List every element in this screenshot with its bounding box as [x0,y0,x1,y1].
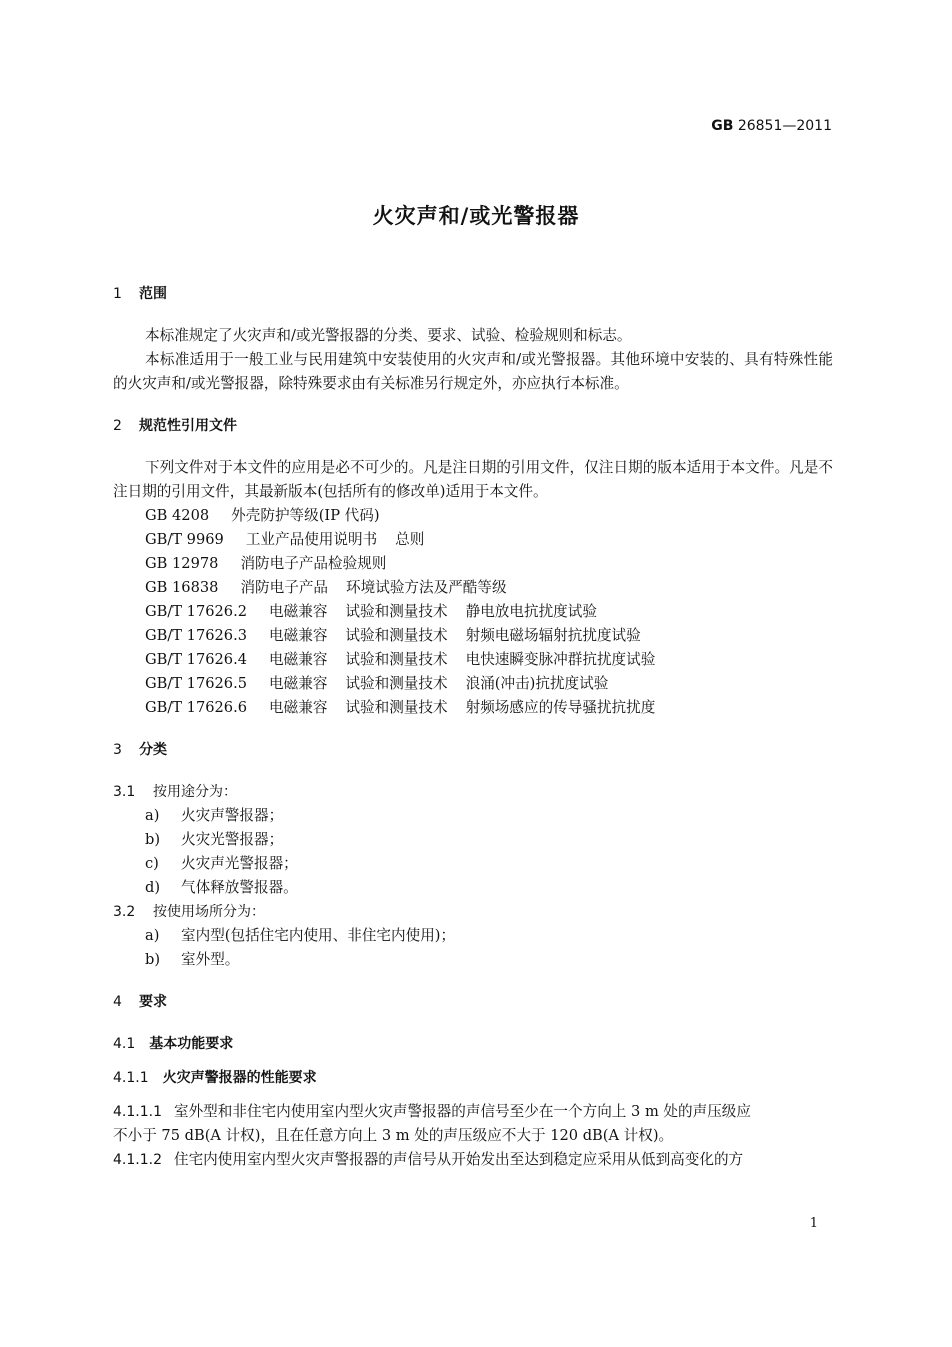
section-number: 2 [113,418,122,434]
list-item-text: 室内型(包括住宅内使用、非住宅内使用)； [181,927,456,944]
reference-code: GB 4208 [145,507,210,524]
section-title: 规范性引用文件 [139,418,237,434]
clause-text: 按使用场所分为： [153,904,265,920]
list-item-text: 火灾光警报器； [181,831,284,848]
section-title: 要求 [139,994,167,1010]
reference-item [113,528,833,552]
standard-code [711,118,832,134]
clause-text: 住宅内使用室内型火灾声警报器的声信号从开始发出至达到稳定应采用从低到高变化的方 [173,1151,744,1168]
reference-item [113,576,833,600]
reference-code: GB/T 17626.6 [145,699,248,716]
reference-title-part: 总则 [395,531,425,548]
reference-title-part: 试验和测量技术 [345,603,448,620]
section-3-heading [113,738,833,762]
section-1-paragraph-2: 本标准适用于一般工业与民用建筑中安装使用的火灾声和/或光警报器。其他环境中安装的、具有特殊性能的火灾声和/或光警报器，除特殊要求由有关标准另行规定外，亦应执行本标准。 [113,351,833,392]
reference-title-part: 试验和测量技术 [345,699,448,716]
reference-code: GB/T 17626.3 [145,627,248,644]
document-body [113,282,833,1172]
reference-item [113,696,833,720]
reference-title-part: 射频场感应的传导骚扰抗扰度 [465,699,656,716]
reference-title-part: 消防电子产品检验规则 [240,555,387,572]
reference-title-part: 电快速瞬变脉冲群抗扰度试验 [465,651,656,668]
clause-3-1-items [113,804,833,900]
reference-code: GB/T 17626.5 [145,675,248,692]
reference-title-part: 浪涌(冲击)抗扰度试验 [465,675,609,692]
reference-title-part: 试验和测量技术 [345,675,448,692]
standard-number: 26851—2011 [737,118,832,134]
reference-title-part: 电磁兼容 [269,675,328,692]
reference-item [113,504,833,528]
clause-number: 4.1 [113,1036,136,1052]
clause-number: 3.2 [113,904,136,920]
clause-4-1-1-2 [113,1148,833,1172]
list-item-text: 火灾声警报器； [181,807,284,824]
clause-title: 火灾声警报器的性能要求 [162,1070,317,1086]
list-item-label: a) [145,807,160,824]
reference-item [113,552,833,576]
section-number: 1 [113,286,122,302]
clause-number: 4.1.1.2 [113,1152,162,1168]
section-2-heading [113,414,833,438]
reference-title-part: 电磁兼容 [269,603,328,620]
clause-4-1-1-1 [113,1100,833,1124]
list-item [113,804,833,828]
reference-title-part: 消防电子产品 [240,579,329,596]
clause-text-line-1: 室外型和非住宅内使用室内型火灾声警报器的声信号至少在一个方向上 3 m 处的声压级应 [173,1103,751,1120]
reference-code: GB/T 17626.4 [145,651,248,668]
section-1-paragraph-1: 本标准规定了火灾声和/或光警报器的分类、要求、试验、检验规则和标志。 [145,327,632,344]
list-item [113,924,833,948]
clause-3-2-items [113,924,833,972]
section-number: 3 [113,742,122,758]
section-number: 4 [113,994,122,1010]
clause-4-1-1-heading [113,1066,833,1090]
clause-3-1 [113,780,833,804]
section-title: 范围 [139,286,167,302]
page-number: 1 [809,1216,818,1231]
reference-title-part: 电磁兼容 [269,627,328,644]
list-item-label: b) [145,831,161,848]
list-item-label: d) [145,879,161,896]
reference-item [113,672,833,696]
reference-title-part: 工业产品使用说明书 [245,531,378,548]
reference-title-part: 试验和测量技术 [345,651,448,668]
list-item-text: 气体释放警报器。 [181,879,298,896]
reference-title-part: 外壳防护等级(IP 代码) [231,507,380,524]
reference-code: GB/T 17626.2 [145,603,248,620]
standard-prefix: GB [711,118,734,134]
list-item [113,852,833,876]
clause-4-1-heading [113,1032,833,1056]
list-item-text: 火灾声光警报器； [181,855,298,872]
reference-title-part: 射频电磁场辐射抗扰度试验 [465,627,641,644]
reference-title-part: 静电放电抗扰度试验 [465,603,597,620]
reference-title-part: 电磁兼容 [269,699,328,716]
clause-number: 3.1 [113,784,136,800]
reference-code: GB/T 9969 [145,531,224,548]
section-1-heading [113,282,833,306]
list-item-text: 室外型。 [181,951,240,968]
section-title: 分类 [139,742,167,758]
clause-title: 基本功能要求 [149,1036,234,1052]
reference-title-part: 试验和测量技术 [345,627,448,644]
reference-title-part: 环境试验方法及严酷等级 [346,579,507,596]
normative-references-list [113,504,833,720]
list-item [113,876,833,900]
clause-text: 按用途分为： [153,784,237,800]
clause-4-1-1-1-continuation: 不小于 75 dB(A 计权)，且在任意方向上 3 m 处的声压级应不大于 120 dB(A 计权)。 [113,1127,674,1144]
clause-number: 4.1.1 [113,1070,149,1086]
list-item-label: b) [145,951,161,968]
section-4-heading [113,990,833,1014]
reference-title-part: 电磁兼容 [269,651,328,668]
list-item-label: c) [145,855,159,872]
document-title: 火灾声和/或光警报器 [372,204,580,228]
reference-item [113,600,833,624]
reference-code: GB 12978 [145,555,219,572]
reference-item [113,648,833,672]
reference-item [113,624,833,648]
clause-3-2 [113,900,833,924]
list-item-label: a) [145,927,160,944]
clause-number: 4.1.1.1 [113,1104,162,1120]
section-2-paragraph: 下列文件对于本文件的应用是必不可少的。凡是注日期的引用文件，仅注日期的版本适用于本文件。凡是不注日期的引用文件，其最新版本(包括所有的修改单)适用于本文件。 [113,459,833,500]
list-item [113,828,833,852]
list-item [113,948,833,972]
reference-code: GB 16838 [145,579,219,596]
